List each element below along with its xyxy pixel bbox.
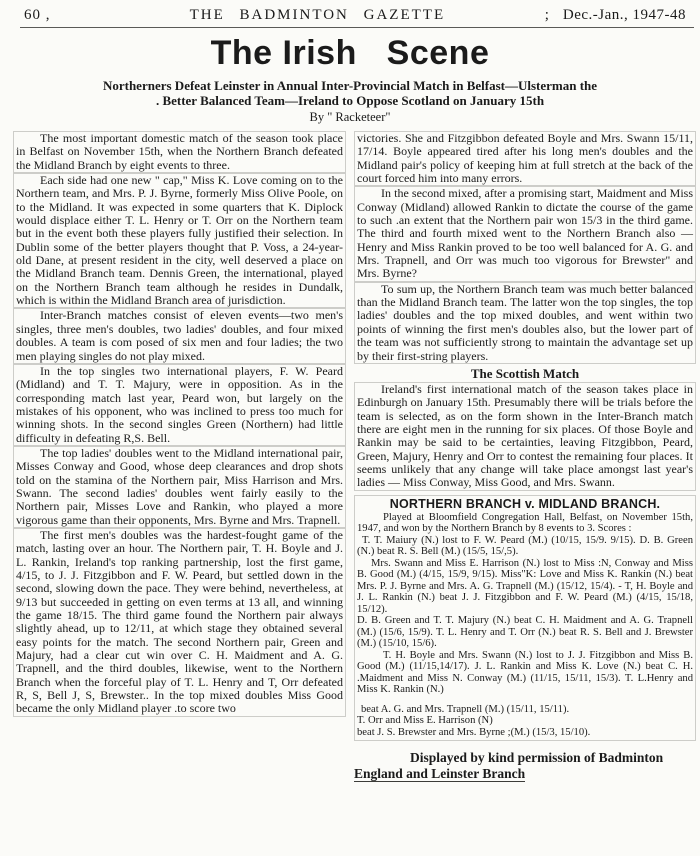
article-body [13,131,696,782]
article-byline: By " Racketeer" [309,110,391,124]
left-column [13,131,346,782]
match-result: Mrs. Swann and Miss E. Harrison (N.) lost to Miss :N, Conway and Miss B. Good (M.) (4/15, 15/9, 9/15). Miss"K: Love and Miss K. Rankin (N.) beat Mrs. P. J. Byrne and Mrs. A. G. Trapnell (M.) (15/12, 15/4). - T, H. Boyle and J. L. Rankin (N.) beat J. J. Fitzgibbon and F. W. Peard (M.) (4/15, 15/18, 15/12). [357,557,693,615]
right-column [354,131,696,782]
match-result: T. Orr and Miss E. Harrison (N) [357,715,493,727]
masthead-separator: ; [544,7,549,23]
article-paragraph: Inter-Branch matches consist of eleven events—two men's singles, three men's doubles, two ladies' doubles, and four mixed doubles. A team is com posed of six men and four ladies; the two men playing singles do not play mixed. [13,308,346,363]
match-result: beat J. S. Brewster and Mrs. Byrne ;(M.) (15/3, 15/10). [357,726,591,738]
permission-credit-line2: England and Leinster Branch [354,766,526,782]
permission-credit [354,750,696,782]
masthead [0,0,700,24]
article-paragraph: The most important domestic match of the season took place in Belfast on November 15th, when the Northern Branch defeated the Midland Branch by eight events to three. [13,131,346,173]
article-paragraph: In the second mixed, after a promising start, Maidment and Miss Conway (Midland) allowed Rankin to dictate the course of the game to such .an extent that the Northern pair won 15/3 in the third game. The third and fourth mixed went to the Northern Branch also — Henry and Miss Rankin proved to be too well balanced for A. G. and Mrs. Trapnell, and Orr was much too vigorous for Brewster" and Mrs. Byrne? [354,186,696,281]
match-result: beat A. G. and Mrs. Trapnell (M.) (15/11, 15/11). [361,703,570,715]
header-rule [20,27,694,28]
match-report-intro: Played at Bloomfield Congregation Hall, Belfast, on November 15th, 1947, and won by the Northern Branch by 8 events to 3. Scores : [357,511,693,535]
match-result: T. H. Boyle and Mrs. Swann (N.) lost to J. J. Fitzgibbon and Miss B. Good (M.) (11/15,14/17). J. L. Rankin and Miss K. Love (N.) beat C. H. .Maidment and Miss N. Conway (M.) (11/15, 15/11, 15/3). T. L.Henry and Miss K. Rankin (N.) [357,649,693,696]
article-paragraph: The top ladies' doubles went to the Midland international pair, Misses Conway and Good, whose deep clearances and drop shots told on the stamina of the Northern pair, Miss Harrison and Mrs. Swann. The second ladies' doubles went fairly easily to the Northern pair, Misses Love and Rankin, who played a more vigorous game than their opponents, Mrs. Byrne and Mrs. Trapnell. [13,446,346,528]
article-paragraph: Ireland's first international match of the season takes place in Edinburgh on January 15th. Presumably there will be trials before the team is selected, as on the form shown in the Inter-Branch match there are eight men in the running for six places. Of those Boyle and Rankin may be said to be certainties, leaving Fitzgibbon, Peard, Green, Majury, Henry and Orr to contest the remaining four places. It seems unlikely that any change will take place amongst last year's ladies — Miss Conway, Miss Good, and Mrs. Swann. [354,382,696,491]
match-report-heading: NORTHERN BRANCH v. MIDLAND BRANCH. [389,496,661,511]
article-paragraph: The first men's doubles was the hardest-fought game of the match, lasting over an hour. The Northern pair, T. H. Boyle and J. L. Rankin, Ireland's top ranking partnership, lost the first game, 4/15, to J. J. Fitzgibbon and F. W. Peard, but settled down in the second, slowing down the pace. They were behind, nevertheless, at 9/13 but succeeded in getting on even terms at 13 all, and winning the game 18/15. The third game found the Northern pair always slightly ahead, up to 12/11, at which stage they obtained several easy points for the match. The second Northern pair, Green and Majury, had a clear cut win over C. H. Maidment and A. G. Trapnell, and the third doubles, likewise, went to the Northern Branch when the forceful play of T. L. Henry and T, Orr defeated R, S, Bell J, S, Brewster.. In the top mixed doubles Miss Good became the only Midland player .to score two [13,528,346,717]
match-result: T. T. Maiury (N.) lost to F. W. Peard (M.) (10/15, 15/9. 9/15). D. B. Green (N.) beat R. S. Bell (M.) (15/5, 15/,5). [357,534,693,558]
article-paragraph: Each side had one new " cap," Miss K. Love coming on to the Northern team, and Mrs. P. J. Byrne, formerly Miss Olive Poole, on to the Midland. It was expected in some quarters that K. Diplock would displace either T. L. Henry or T. Orr on the Northern team but in the event both these players fully justified their selection. In Dublin some of the better players thought that P. Voss, a 24-year-old Dane, at present resident in the city, well deserved a place on the Midland Branch team. Dennis Green, the international, played on the Northern Branch team although he resides in Dundalk, which is within the Midland Branch area of jurisdiction. [13,173,346,308]
issue-date: Dec.-Jan., 1947-48 [562,7,686,23]
journal-title: THE BADMINTON GAZETTE [189,7,446,23]
article-title: The Irish Scene [210,34,490,72]
match-result: D. B. Green and T. T. Majury (N.) beat C. H. Maidment and A. G. Trapnell (M.) (15/6, 15/9). T. L. Henry and T. Orr (N.) beat R. S. Bell and J. Brewster (M.) (15/10, 15/6). [357,615,693,650]
article-subtitle-line1: Northerners Defeat Leinster in Annual Inter-Provincial Match in Belfast—Ulsterman the [102,78,598,93]
page-number: 60 , [24,7,51,23]
permission-credit-line1: Displayed by kind permission of Badminton [410,750,664,766]
article-paragraph: victories. She and Fitzgibbon defeated Boyle and Mrs. Swann 15/11, 17/14. Boyle appeared tired after his long men's doubles and the Midland pair's policy of keeping him at full stretch at the back of the court forced him into many errors. [354,131,696,186]
scottish-match-heading: The Scottish Match [470,365,580,381]
article-paragraph: To sum up, the Northern Branch team was much better balanced than the Midland Branch team. The latter won the top singles, the top ladies' doubles and the top mixed doubles, and went within two points of winning the first men's doubles also, but the lower part of the team was not sufficiently strong to maintain the advantage set up by their first-string players. [354,282,696,364]
article-subtitle-line2: . Better Balanced Team—Ireland to Oppose Scotland on January 15th [155,93,545,108]
match-report-box [354,495,696,742]
article-paragraph: In the top singles two international players, F. W. Peard (Midland) and T. T. Majury, were in opposition. As in the corresponding match last year, Peard won, but largely on the mistakes of his opponent, who was inclined to press too much for winning shots. In the second singles Green (Northern) had little difficulty in defeating R,S. Bell. [13,364,346,446]
